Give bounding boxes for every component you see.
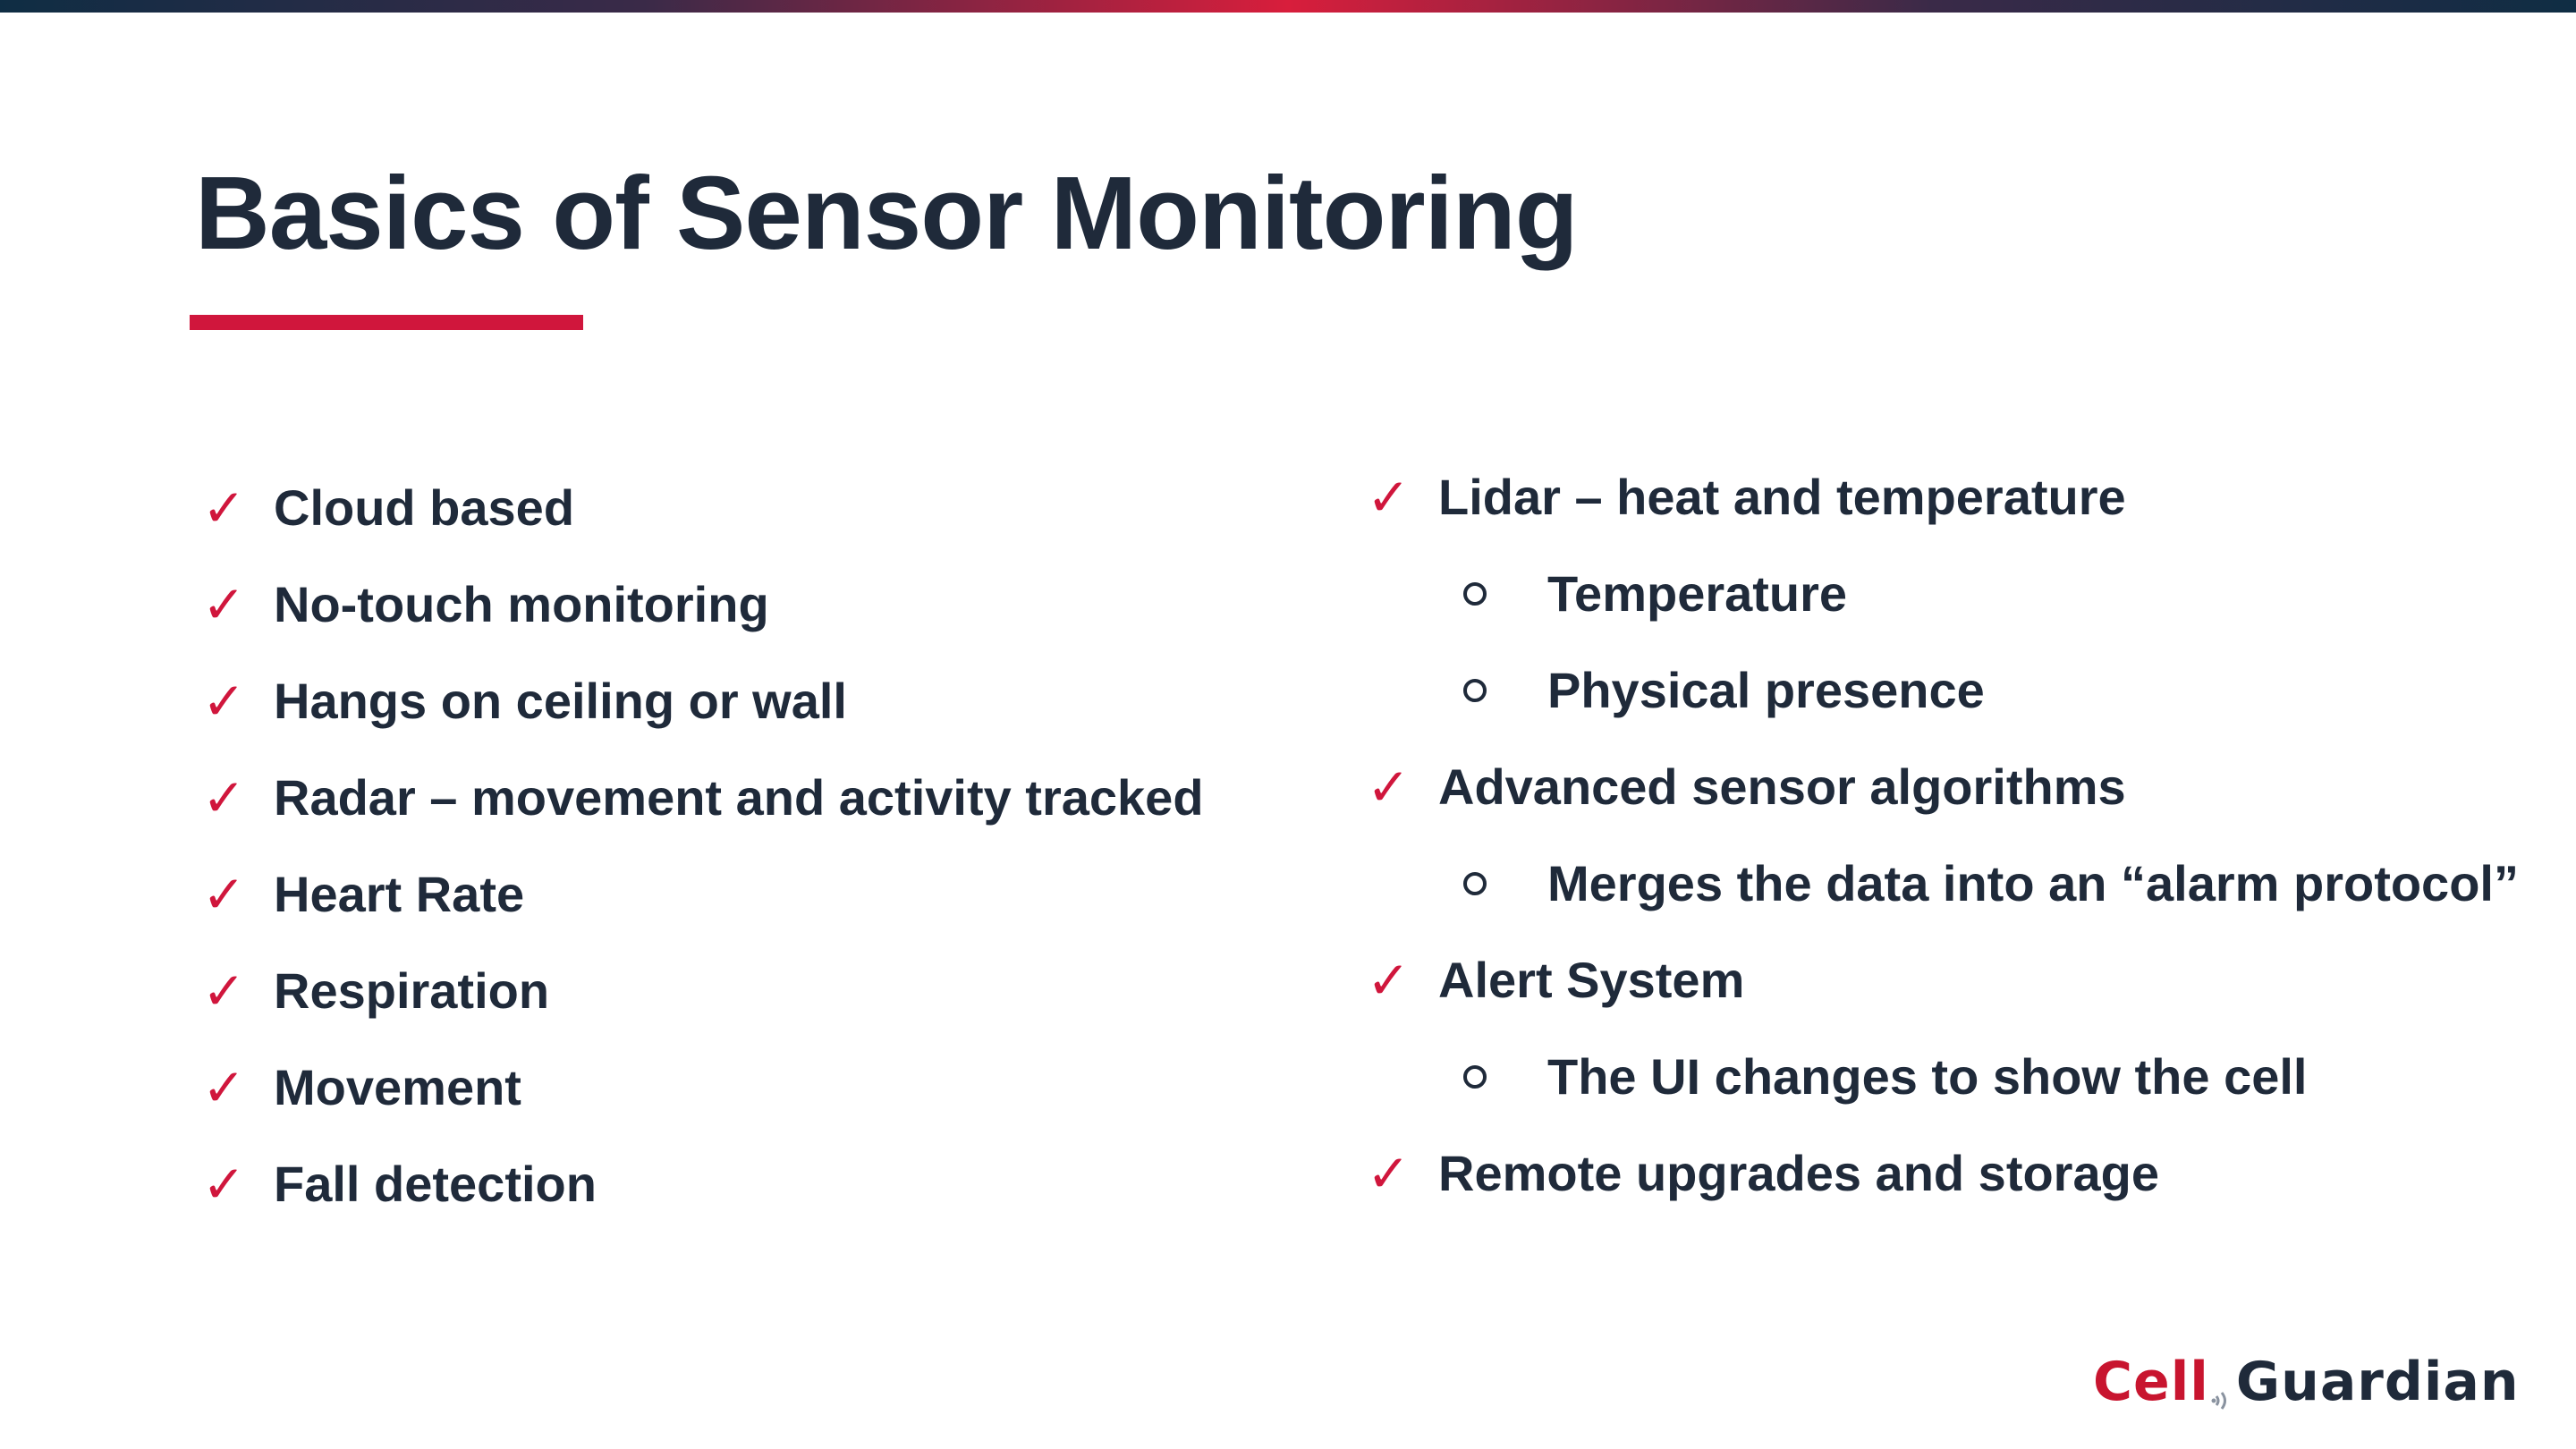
list-item-text: Hangs on ceiling or wall — [274, 673, 847, 729]
list-item-text: Fall detection — [274, 1156, 597, 1212]
sub-list-item — [1367, 655, 1985, 726]
check-icon: ✓ — [202, 961, 246, 1021]
list-item-text: Physical presence — [1547, 662, 1985, 718]
list-item-text: Radar – movement and activity tracked — [274, 769, 1204, 826]
list-item-text: Temperature — [1547, 565, 1848, 622]
list-item-text: Advanced sensor algorithms — [1438, 758, 2126, 815]
list-item-text: Remote upgrades and storage — [1438, 1145, 2159, 1201]
list-item — [1367, 751, 2126, 823]
check-icon: ✓ — [202, 478, 246, 538]
check-icon: ✓ — [202, 574, 246, 635]
check-icon: ✓ — [202, 671, 246, 732]
sub-list-item — [1367, 558, 1847, 630]
list-item-text: Lidar – heat and temperature — [1438, 469, 2126, 525]
list-item-text: No-touch monitoring — [274, 576, 769, 632]
circle-bullet-icon — [1463, 872, 1487, 895]
sub-list-item — [1367, 848, 2519, 919]
check-icon: ✓ — [202, 1057, 246, 1118]
check-icon: ✓ — [202, 864, 246, 925]
list-item-text: Movement — [274, 1059, 521, 1115]
slide-title: Basics of Sensor Monitoring — [195, 155, 1578, 271]
circle-bullet-icon — [1463, 1065, 1487, 1089]
cellguardian-logo — [2093, 1351, 2520, 1413]
check-icon: ✓ — [1367, 950, 1411, 1011]
list-item-text: Merges the data into an “alarm protocol” — [1547, 855, 2519, 911]
circle-bullet-icon — [1463, 582, 1487, 606]
check-icon: ✓ — [202, 1154, 246, 1215]
check-icon: ✓ — [1367, 467, 1411, 528]
wifi-signal-icon — [2211, 1367, 2234, 1397]
list-item — [1367, 1138, 2159, 1209]
sub-list-item — [1367, 1041, 2308, 1113]
list-item — [202, 1148, 597, 1220]
list-item — [1367, 462, 2126, 533]
top-accent-bar — [0, 0, 2576, 13]
list-item-text: Heart Rate — [274, 866, 525, 922]
list-item — [202, 1052, 521, 1123]
list-item — [202, 955, 549, 1027]
list-item — [1367, 945, 1744, 1016]
circle-bullet-icon — [1463, 679, 1487, 702]
title-underline — [190, 315, 583, 330]
list-item-text: Cloud based — [274, 479, 575, 536]
list-item — [202, 762, 1204, 834]
list-item — [202, 665, 847, 737]
list-item-text: Respiration — [274, 962, 550, 1019]
list-item — [202, 472, 574, 544]
list-item-text: The UI changes to show the cell — [1547, 1048, 2308, 1105]
list-item — [202, 859, 524, 930]
check-icon: ✓ — [1367, 757, 1411, 818]
list-item-text: Alert System — [1438, 952, 1745, 1008]
check-icon: ✓ — [1367, 1143, 1411, 1204]
check-icon: ✓ — [202, 767, 246, 828]
logo-text-guardian: Guardian — [2235, 1351, 2520, 1413]
logo-text-cell: Cell — [2093, 1351, 2209, 1413]
list-item — [202, 569, 769, 640]
